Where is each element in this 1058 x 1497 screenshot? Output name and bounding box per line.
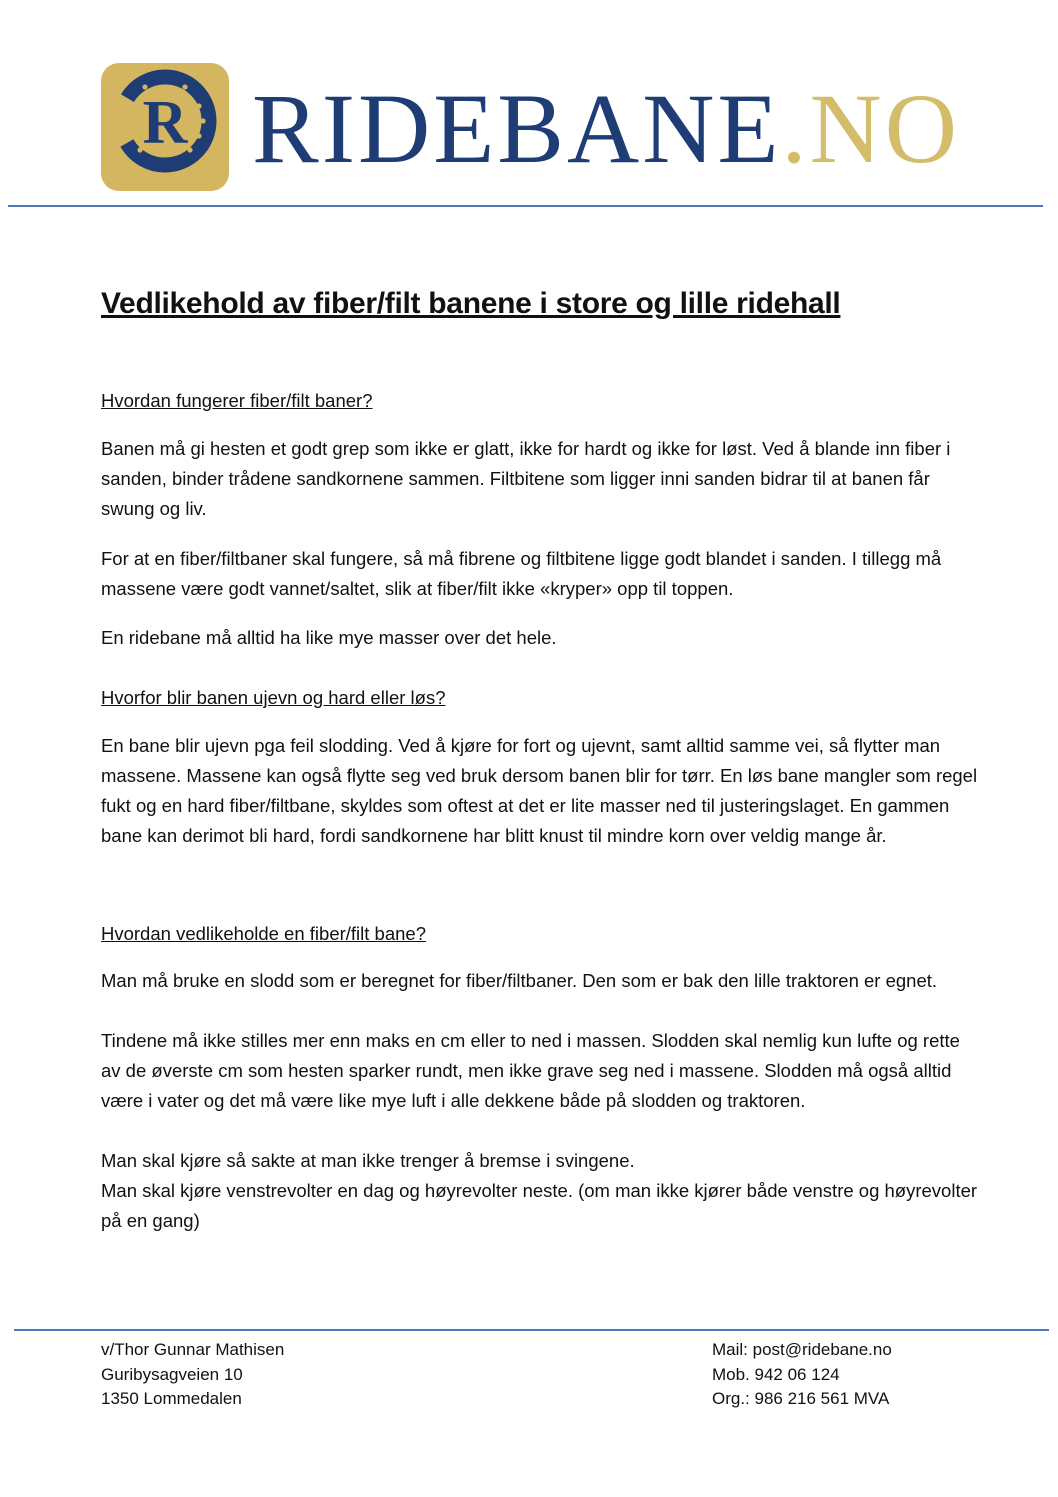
section-3-heading-block xyxy=(101,919,981,949)
paragraph: En ridebane må alltid ha like mye masser over det hele. xyxy=(101,627,557,648)
paragraph: Banen må gi hesten et godt grep som ikke er glatt, ikke for hardt og ikke for løst. Ved å blande inn fiber i sanden, binder trådene sandkornene sammen. Filtbitene som ligger inni sanden bidrar til at banen får swung og liv. xyxy=(101,438,951,519)
logo-letter: R xyxy=(142,89,188,157)
footer-contact xyxy=(712,1338,892,1412)
footer-address xyxy=(101,1338,284,1412)
header-divider xyxy=(8,205,1043,207)
footer-contact-name: v/Thor Gunnar Mathisen xyxy=(101,1340,285,1359)
section-3-paragraph-3 xyxy=(101,1146,981,1176)
section-1-paragraph-2 xyxy=(101,544,981,604)
footer-email: Mail: post@ridebane.no xyxy=(712,1340,892,1359)
section-1-paragraph-3 xyxy=(101,623,981,653)
paragraph: Man skal kjøre venstrevolter en dag og høyrevolter neste. (om man ikke kjører både venstre og høyrevolter på en gang) xyxy=(101,1180,978,1231)
section-1-heading-block xyxy=(101,386,981,416)
paragraph: En bane blir ujevn pga feil slodding. Ved å kjøre for fort og ujevnt, samt alltid samme vei, så flytter man massene. Massene kan også flytte seg ved bruk dersom banen blir for tørr. En løs bane mangler som regel fukt og en hard fiber/filtbane, skyldes som oftest at det er lite masser ned til justeringslaget. En gammen bane kan derimot bli hard, fordi sandkornene har blitt knust til mindre korn over veldig mange år. xyxy=(101,735,978,846)
paragraph: Man må bruke en slodd som er beregnet for fiber/filtbaner. Den som er bak den lille traktoren er egnet. xyxy=(101,970,938,991)
horseshoe-logo-icon xyxy=(101,63,229,191)
section-3-paragraph-4 xyxy=(101,1176,981,1236)
footer-street: Guribysagveien 10 xyxy=(101,1364,243,1384)
footer-divider xyxy=(14,1329,1049,1331)
footer-org-number: Org.: 986 216 561 MVA xyxy=(712,1389,890,1408)
section-2-paragraph-1 xyxy=(101,731,981,851)
section-3-paragraph-2 xyxy=(101,1026,981,1116)
page-title: Vedlikehold av fiber/filt banene i store og lille ridehall xyxy=(101,287,841,320)
paragraph: For at en fiber/filtbaner skal fungere, så må fibrene og filtbitene ligge godt blandet i sanden. I tillegg må massene være godt vannet/saltet, slik at fiber/filt ikke «kryper» opp til toppen. xyxy=(101,548,942,599)
brand-dot: . xyxy=(781,73,810,184)
paragraph: Tindene må ikke stilles mer enn maks en cm eller to ned i massen. Slodden skal nemlig kun lufte og rette av de øverste cm som hesten sparker rundt, men ikke grave seg ned i massene. Slodden må også alltid være i vater og det må være like mye luft i alle dekkene både på slodden og traktoren. xyxy=(101,1030,960,1111)
paragraph: Man skal kjøre så sakte at man ikke trenger å bremse i svingene. xyxy=(101,1150,635,1171)
logo xyxy=(101,63,229,191)
section-heading: Hvordan vedlikeholde en fiber/filt bane? xyxy=(101,923,426,944)
brand-wordmark xyxy=(252,74,960,184)
footer-phone: Mob. 942 06 124 xyxy=(712,1364,840,1384)
section-1-paragraph-1 xyxy=(101,434,981,524)
section-3-paragraph-1 xyxy=(101,966,981,996)
section-heading: Hvordan fungerer fiber/filt baner? xyxy=(101,390,373,411)
footer-postal: 1350 Lommedalen xyxy=(101,1389,242,1408)
brand-main: RIDEBANE xyxy=(252,73,782,184)
brand-tld: NO xyxy=(809,73,960,184)
section-2-heading-block xyxy=(101,683,981,713)
section-heading: Hvorfor blir banen ujevn og hard eller løs? xyxy=(101,687,446,708)
